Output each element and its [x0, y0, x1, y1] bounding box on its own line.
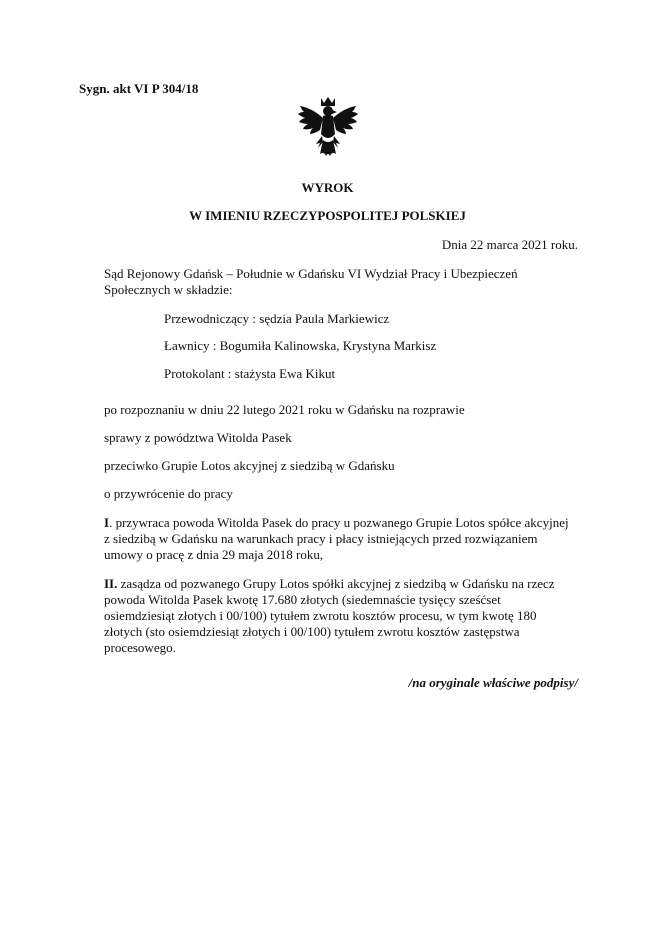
court-line-2: Społecznych w składzie: [104, 282, 233, 297]
ruling-2-line-4: złotych (sto osiemdziesiąt złotych i 00/100) tytułem zwrotu kosztów zastępstwa [104, 624, 520, 639]
ruling-2-line-1: II. zasądza od pozwanego Grupy Lotos spółki akcyjnej z siedzibą w Gdańsku na rzecz [104, 576, 555, 591]
court-line-1: Sąd Rejonowy Gdańsk – Południe w Gdańsku VI Wydział Pracy i Ubezpieczeń [104, 266, 518, 281]
ruling-2-line-3: osiemdziesiąt złotych i 00/100) tytułem zwrotu kosztów procesu, w tym kwotę 180 [104, 608, 537, 623]
ruling-2-numeral: II. [104, 576, 118, 591]
date-line: Dnia 22 marca 2021 roku. [441, 237, 578, 252]
ruling-2-line-5: procesowego. [104, 640, 176, 655]
chair-line: Przewodniczący : sędzia Paula Markiewicz [164, 311, 390, 326]
hearing-line: po rozpoznaniu w dniu 22 lutego 2021 roku w Gdańsku na rozprawie [104, 402, 465, 417]
subject-line: o przywrócenie do pracy [104, 486, 233, 501]
document-subheading: W IMIENIU RZECZYPOSPOLITEJ POLSKIEJ [189, 208, 466, 223]
lay-judges-line: Ławnicy : Bogumiła Kalinowska, Krystyna Markisz [164, 338, 437, 353]
clerk-line: Protokolant : stażysta Ewa Kikut [164, 366, 336, 381]
signature-note: /na oryginale właściwe podpisy/ [408, 675, 578, 690]
against-line: przeciwko Grupie Lotos akcyjnej z siedzibą w Gdańsku [104, 458, 395, 473]
case-number: Sygn. akt VI P 304/18 [79, 81, 199, 96]
ruling-1-line-3: umowy o pracę z dnia 29 maja 2018 roku, [104, 547, 324, 562]
ruling-1-line-2: z siedzibą w Gdańsku na warunkach pracy i płacy istniejących przed rozwiązaniem [104, 531, 538, 546]
eagle-emblem-icon [296, 94, 360, 164]
ruling-1-numeral: I [104, 515, 110, 530]
case-of-line: sprawy z powództwa Witolda Pasek [104, 430, 292, 445]
document-heading: WYROK [301, 180, 354, 195]
ruling-1-line-1: I. przywraca powoda Witolda Pasek do pracy u pozwanego Grupie Lotos spółce akcyjnej [104, 515, 569, 530]
ruling-2-line-2: powoda Witolda Pasek kwotę 17.680 złotych (siedemnaście tysięcy sześćset [104, 592, 501, 607]
